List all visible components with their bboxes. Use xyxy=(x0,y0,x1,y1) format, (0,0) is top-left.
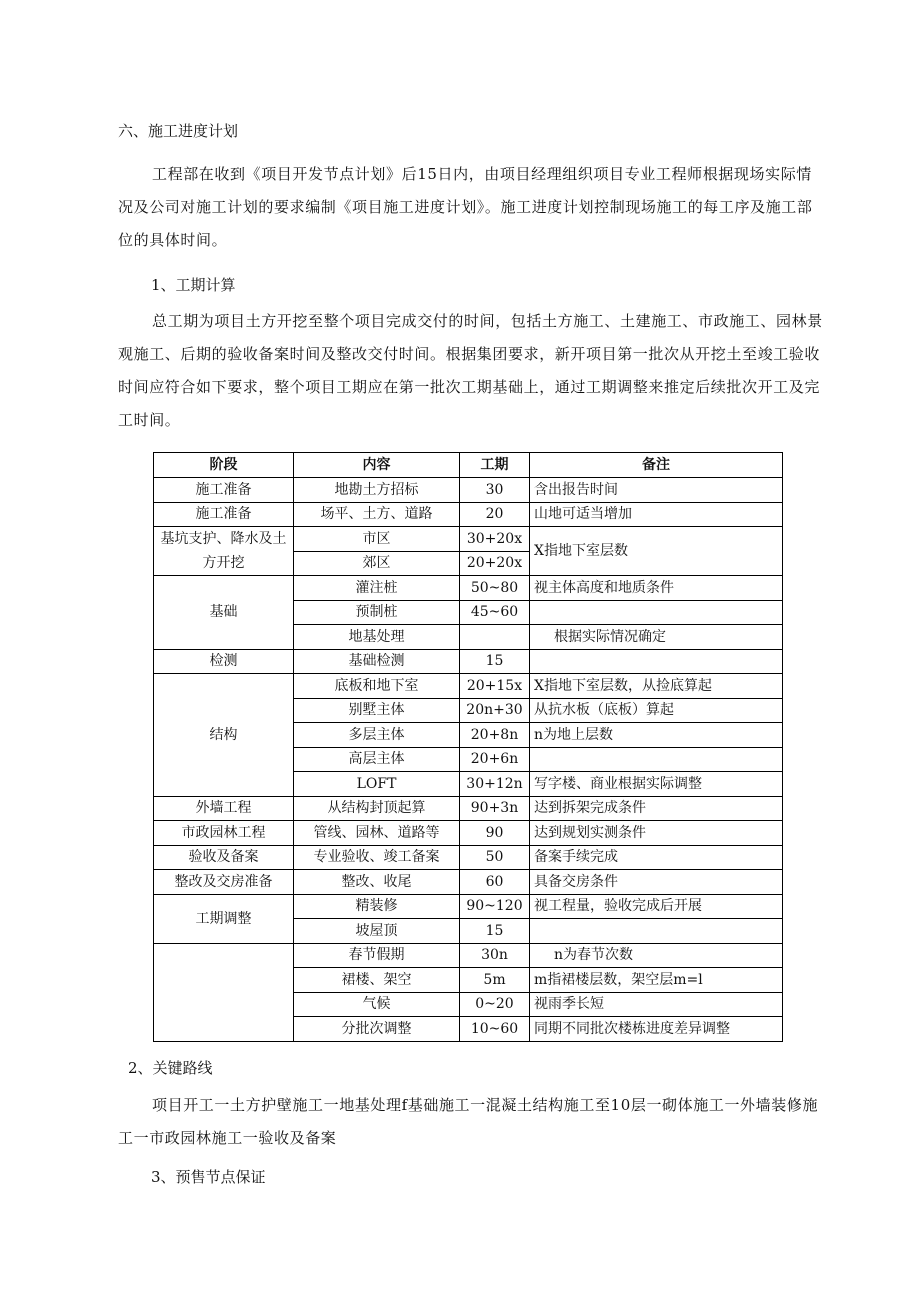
content-cell: 管线、园林、道路等 xyxy=(294,821,460,846)
duration-cell: 30+12n xyxy=(460,772,530,797)
table-row xyxy=(154,527,783,552)
content-cell: 从结构封顶起算 xyxy=(294,796,460,821)
table-row xyxy=(154,478,783,503)
content-cell: 专业验收、竣工备案 xyxy=(294,845,460,870)
duration-cell xyxy=(460,625,530,650)
content-cell: 分批次调整 xyxy=(294,1017,460,1042)
stage-cell: 施工准备 xyxy=(154,502,294,527)
remark-cell: m指裙楼层数，架空层m=l xyxy=(530,968,783,993)
duration-cell: 20 xyxy=(460,502,530,527)
stage-cell: 施工准备 xyxy=(154,478,294,503)
remark-cell: n为地上层数 xyxy=(530,723,783,748)
subsection-3-title: 3、预售节点保证 xyxy=(151,1168,266,1186)
header-duration: 工期 xyxy=(460,453,530,478)
table-row xyxy=(154,649,783,674)
table-row xyxy=(154,943,783,968)
remark-cell: 同期不同批次楼栋进度差异调整 xyxy=(530,1017,783,1042)
content-cell: 春节假期 xyxy=(294,943,460,968)
duration-cell: 30+20x xyxy=(460,527,530,552)
duration-cell: 15 xyxy=(460,919,530,944)
header-stage: 阶段 xyxy=(154,453,294,478)
schedule-table xyxy=(153,452,783,1042)
remark-cell: 视工程量，验收完成后开展 xyxy=(530,894,783,919)
header-remark: 备注 xyxy=(530,453,783,478)
content-cell: LOFT xyxy=(294,772,460,797)
stage-cell xyxy=(154,943,294,1041)
table-row xyxy=(154,674,783,699)
duration-cell: 20+6n xyxy=(460,747,530,772)
duration-cell: 20n+30 xyxy=(460,698,530,723)
content-cell: 多层主体 xyxy=(294,723,460,748)
remark-cell: 具备交房条件 xyxy=(530,870,783,895)
table-row xyxy=(154,821,783,846)
remark-cell: 达到规划实测条件 xyxy=(530,821,783,846)
content-cell: 裙楼、架空 xyxy=(294,968,460,993)
stage-cell: 基坑支护、降水及土方开挖 xyxy=(154,527,294,576)
stage-cell: 市政园林工程 xyxy=(154,821,294,846)
table-row xyxy=(154,894,783,919)
table-row xyxy=(154,870,783,895)
stage-cell: 工期调整 xyxy=(154,894,294,943)
content-cell: 市区 xyxy=(294,527,460,552)
duration-cell: 90 xyxy=(460,821,530,846)
remark-cell: X指地下室层数，从捡底算起 xyxy=(530,674,783,699)
table-row xyxy=(154,502,783,527)
stage-cell: 验收及备案 xyxy=(154,845,294,870)
duration-cell: 90+3n xyxy=(460,796,530,821)
subsection-2-title: 2、关键路线 xyxy=(128,1059,213,1077)
content-cell: 气候 xyxy=(294,992,460,1017)
stage-cell: 结构 xyxy=(154,674,294,797)
remark-cell: n为春节次数 xyxy=(530,943,783,968)
remark-cell: 视主体高度和地质条件 xyxy=(530,576,783,601)
content-cell: 别墅主体 xyxy=(294,698,460,723)
content-cell: 场平、土方、道路 xyxy=(294,502,460,527)
table-row xyxy=(154,796,783,821)
duration-cell: 30 xyxy=(460,478,530,503)
remark-cell: X指地下室层数 xyxy=(530,527,783,576)
content-cell: 精装修 xyxy=(294,894,460,919)
content-cell: 高层主体 xyxy=(294,747,460,772)
stage-cell: 外墙工程 xyxy=(154,796,294,821)
content-cell: 预制桩 xyxy=(294,600,460,625)
duration-cell: 60 xyxy=(460,870,530,895)
table-header-row xyxy=(154,453,783,478)
subsection-1-title: 1、工期计算 xyxy=(151,276,236,294)
section-title: 六、施工进度计划 xyxy=(118,122,239,140)
remark-cell: 根据实际情况确定 xyxy=(530,625,783,650)
duration-cell: 20+20x xyxy=(460,551,530,576)
duration-cell: 15 xyxy=(460,649,530,674)
duration-cell: 5m xyxy=(460,968,530,993)
content-cell: 坡屋顶 xyxy=(294,919,460,944)
remark-cell: 备案手续完成 xyxy=(530,845,783,870)
remark-cell xyxy=(530,600,783,625)
duration-cell: 20+8n xyxy=(460,723,530,748)
remark-cell: 含出报告时间 xyxy=(530,478,783,503)
remark-cell: 从抗水板（底板）算起 xyxy=(530,698,783,723)
content-cell: 灌注桩 xyxy=(294,576,460,601)
duration-cell: 10~60 xyxy=(460,1017,530,1042)
duration-cell: 90~120 xyxy=(460,894,530,919)
duration-cell: 50~80 xyxy=(460,576,530,601)
remark-cell xyxy=(530,649,783,674)
content-cell: 整改、收尾 xyxy=(294,870,460,895)
subsection-1-paragraph: 总工期为项目土方开挖至整个项目完成交付的时间，包括土方施工、土建施工、市政施工、园林景观施工、后期的验收备案时间及整改交付时间。根据集团要求，新开项目第一批次从开挖土至竣工验收时间应符合如下要求，整个项目工期应在第一批次工期基础上，通过工期调整来推定后续批次开工及完工时间。 xyxy=(118,312,823,429)
stage-cell: 整改及交房准备 xyxy=(154,870,294,895)
subsection-2-paragraph: 项目开工一土方护壁施工一地基处理f基础施工一混凝土结构施工至10层一砌体施工一外墙装修施工一市政园林施工一验收及备案 xyxy=(118,1096,819,1147)
content-cell: 地勘土方招标 xyxy=(294,478,460,503)
intro-paragraph: 工程部在收到《项目开发节点计划》后15日内，由项目经理组织项目专业工程师根据现场实际情况及公司对施工计划的要求编制《项目施工进度计划》。施工进度计划控制现场施工的每工序及施工部位的具体时间。 xyxy=(118,165,813,249)
stage-cell: 检测 xyxy=(154,649,294,674)
duration-cell: 0~20 xyxy=(460,992,530,1017)
content-cell: 地基处理 xyxy=(294,625,460,650)
content-cell: 郊区 xyxy=(294,551,460,576)
duration-cell: 20+15x xyxy=(460,674,530,699)
remark-cell: 达到拆架完成条件 xyxy=(530,796,783,821)
remark-cell: 山地可适当增加 xyxy=(530,502,783,527)
stage-cell: 基础 xyxy=(154,576,294,650)
remark-cell xyxy=(530,747,783,772)
content-cell: 基础检测 xyxy=(294,649,460,674)
remark-cell: 写字楼、商业根据实际调整 xyxy=(530,772,783,797)
content-cell: 底板和地下室 xyxy=(294,674,460,699)
duration-cell: 45~60 xyxy=(460,600,530,625)
duration-cell: 30n xyxy=(460,943,530,968)
header-content: 内容 xyxy=(294,453,460,478)
table-row xyxy=(154,576,783,601)
remark-cell xyxy=(530,919,783,944)
duration-cell: 50 xyxy=(460,845,530,870)
table-row xyxy=(154,845,783,870)
remark-cell: 视雨季长短 xyxy=(530,992,783,1017)
